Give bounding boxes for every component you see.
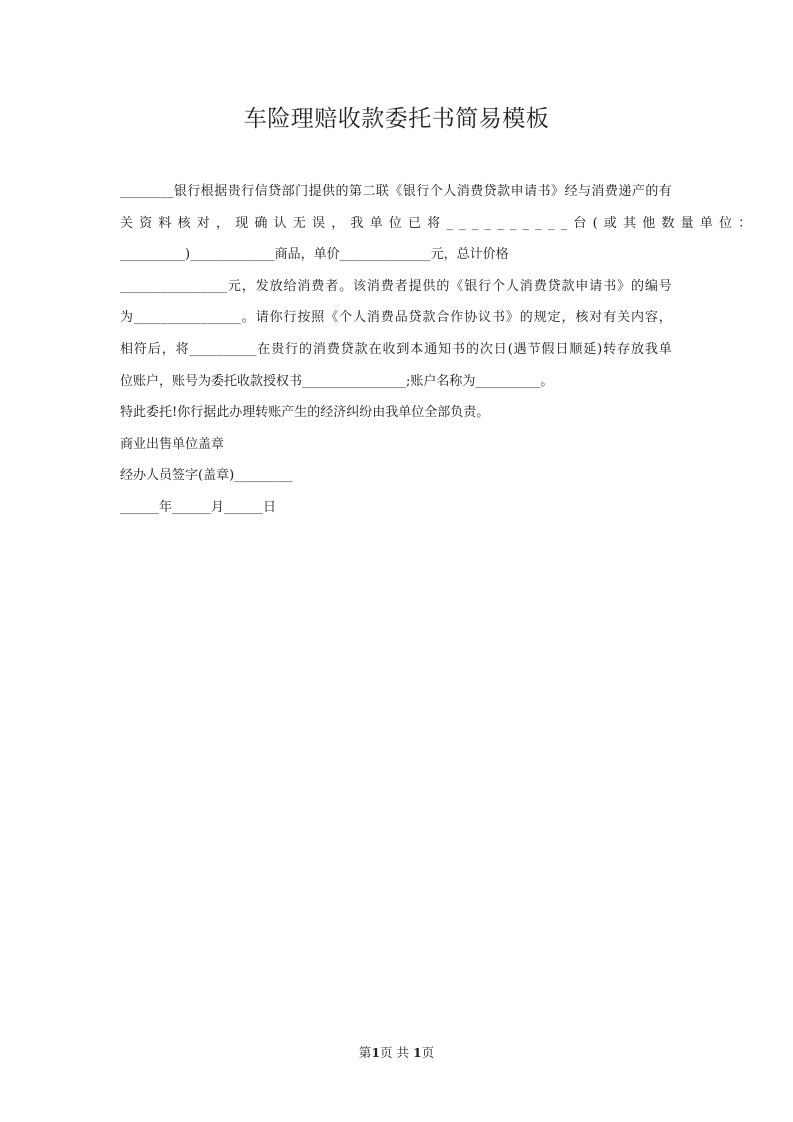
body-line-9: 商业出售单位盖章 [120, 436, 225, 452]
body-line-4: ________________元，发放给消费者。该消费者提供的《银行个人消费贷款申请书》的编号 [120, 278, 672, 294]
body-line-2: 关资料核对，现确认无误，我单位已将__________台(或其他数量单位： [120, 215, 758, 231]
page-mid: 页 共 [380, 1045, 413, 1060]
page-current: 1 [371, 1045, 381, 1060]
body-line-3: __________)_____________商品，单价______________元，总计价格 [120, 247, 509, 263]
body-line-8: 特此委托!你行据此办理转账产生的经济纠纷由我单位全部负责。 [120, 405, 490, 421]
page-total: 1 [412, 1045, 422, 1060]
document-title: 车险理赔收款委托书简易模板 [243, 106, 550, 132]
page-suffix: 页 [421, 1045, 435, 1060]
page-number [0, 1043, 793, 1061]
body-line-7: 位账户，账号为委托收款授权书________________;账户名称为__________。 [120, 373, 554, 389]
body-line-6: 相符后，将__________在贵行的消费贷款在收到本通知书的次日(遇节假日顺延)转存放我单 [120, 341, 672, 357]
body-line-1: ________银行根据贵行信贷部门提供的第二联《银行个人消费贷款申请书》经与消费递产的有 [120, 184, 672, 199]
signature-line: 经办人员签字(盖章)_________ [120, 468, 293, 484]
body-line-5: 为________________。请你行按照《个人消费品贷款合作协议书》的规定，核对有关内容， [120, 310, 672, 326]
date-line: ______年______月______日 [120, 499, 277, 515]
page-prefix: 第 [358, 1045, 372, 1060]
document-body [120, 182, 758, 530]
